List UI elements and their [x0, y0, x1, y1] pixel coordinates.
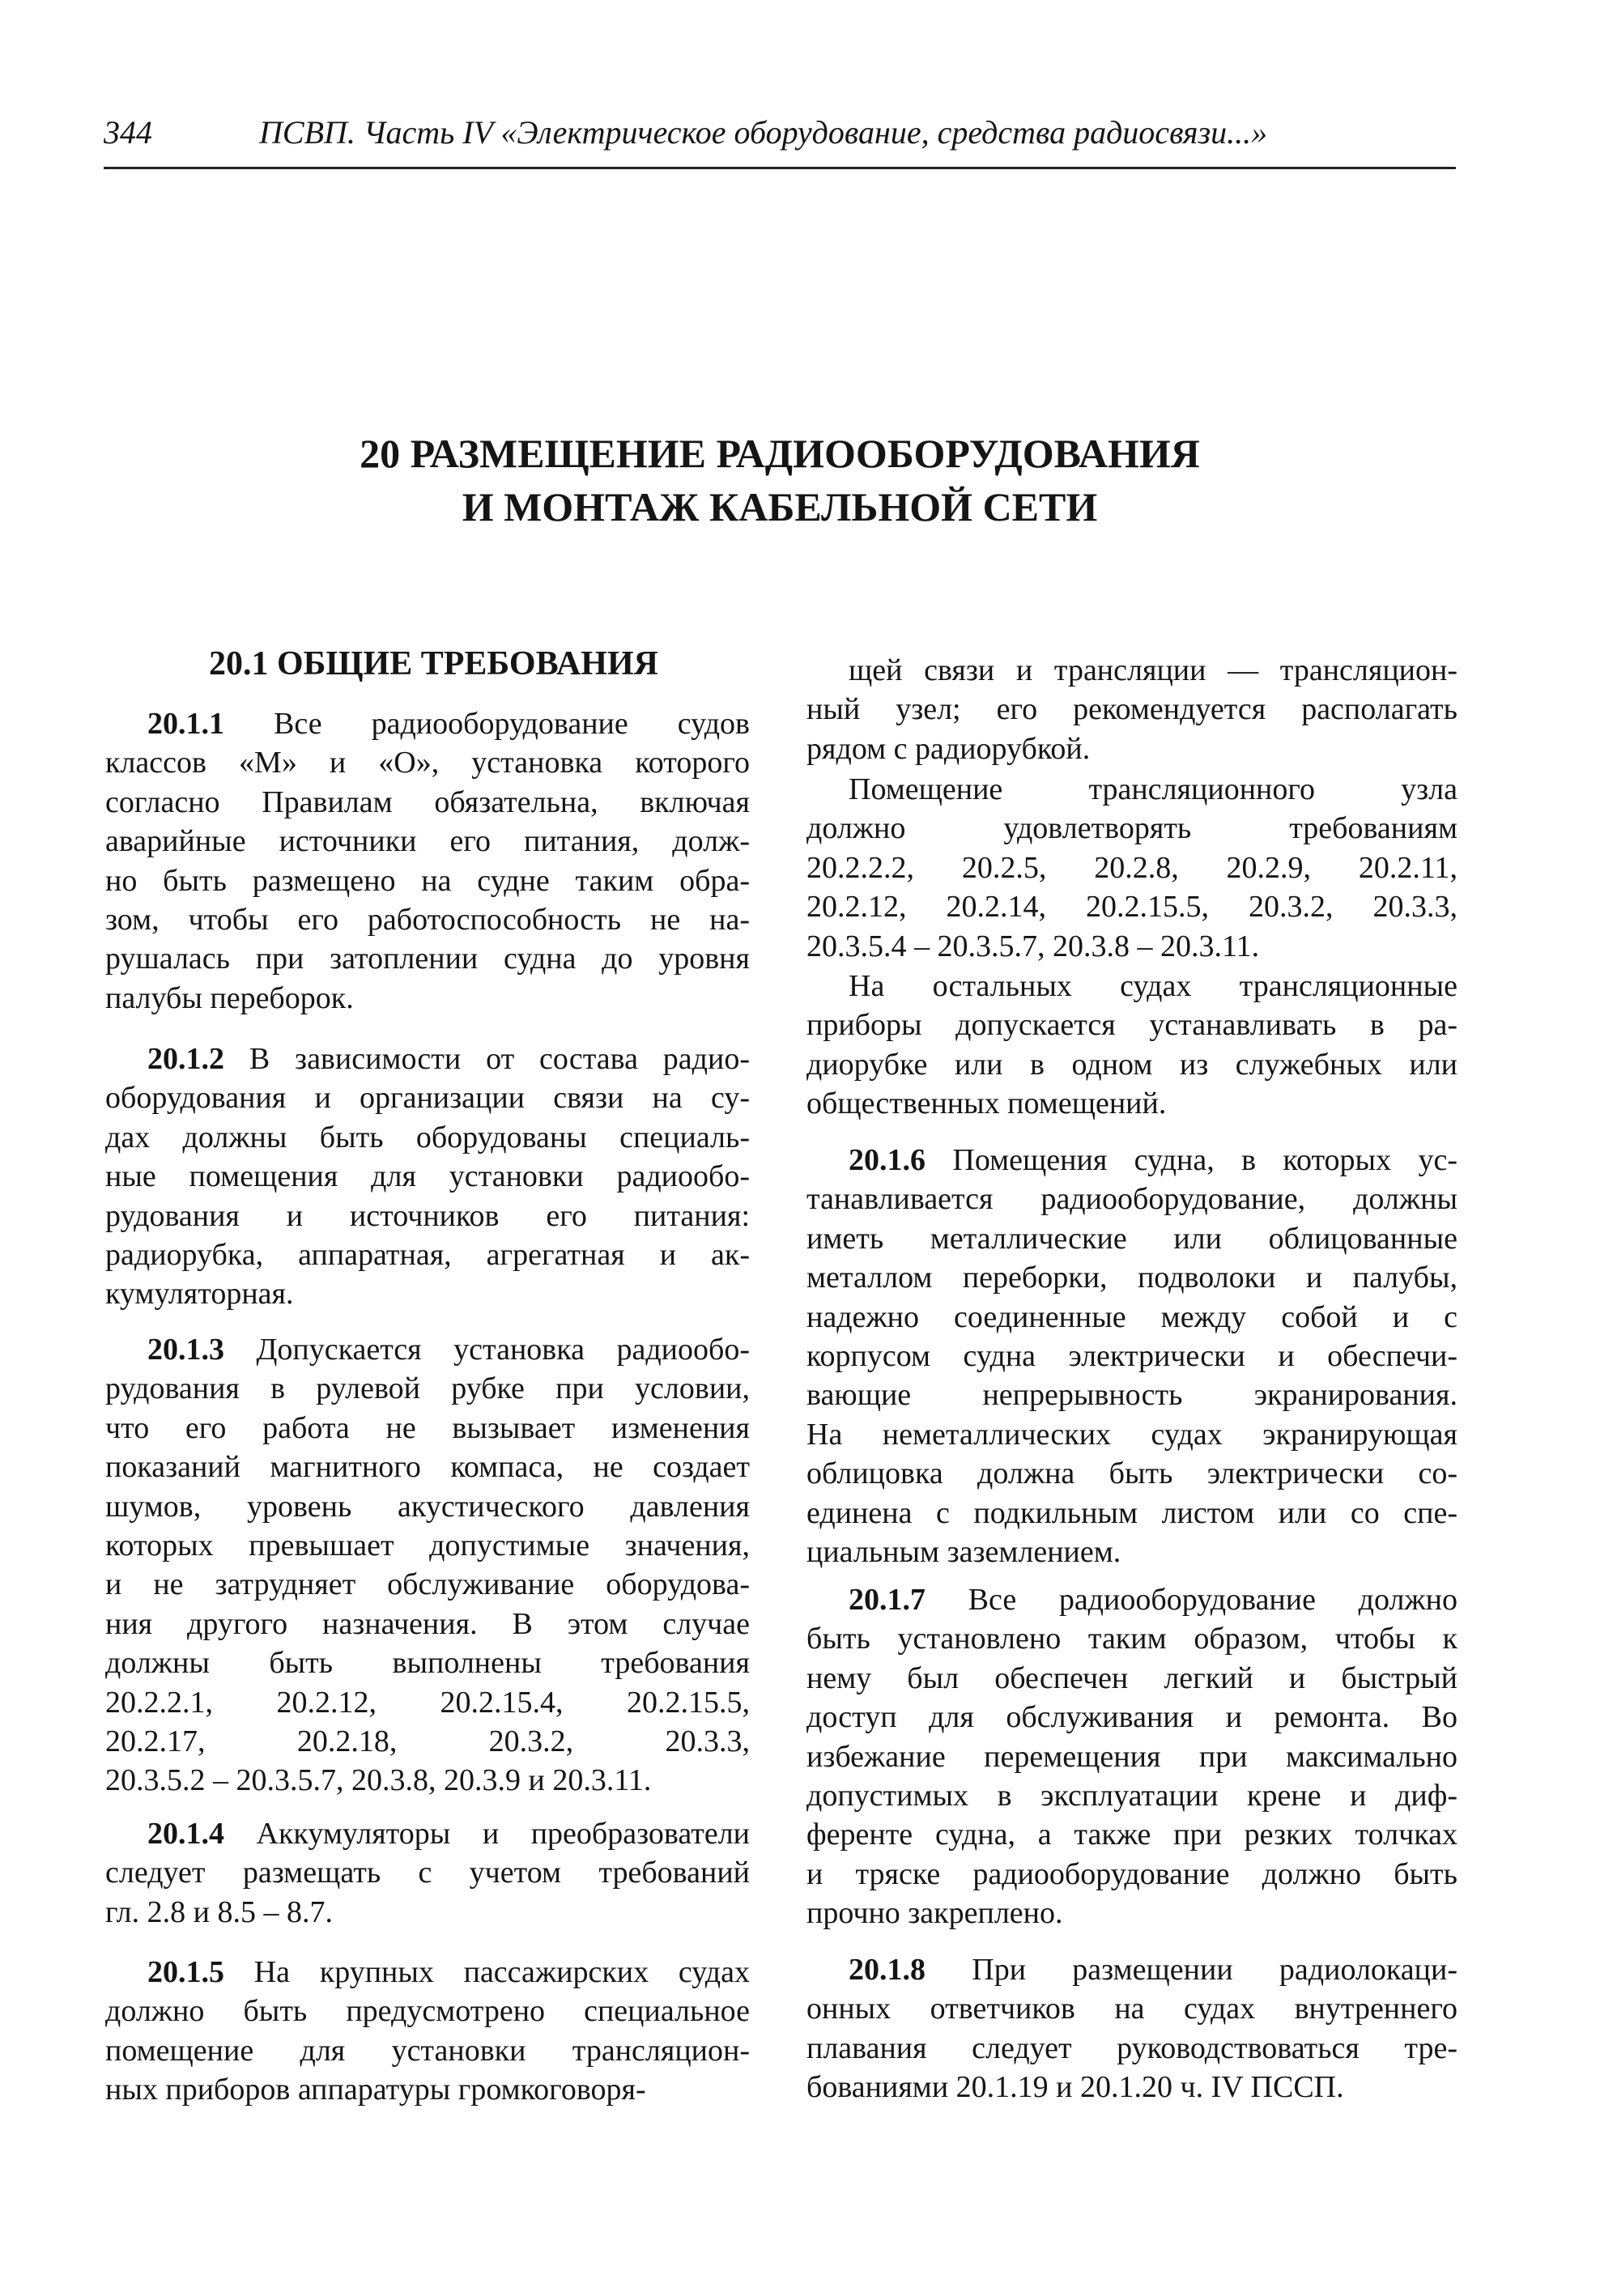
paragraph-line — [806, 729, 1457, 768]
line-text: показаний магнитного компаса, не создает — [105, 1450, 750, 1485]
line-text: должно быть предусмотрено специальное — [105, 1994, 750, 2029]
paragraph-line — [105, 1992, 750, 2030]
line-text: гл. 2.8 и 8.5 – 8.7. — [105, 1894, 333, 1929]
paragraph-line — [105, 1761, 750, 1800]
line-text: корпусом судна электрически и обеспечи- — [806, 1339, 1457, 1373]
line-text: Помещения судна, в которых ус- — [952, 1143, 1457, 1177]
paragraph-line — [806, 1084, 1457, 1123]
line-text: плавания следует руководствоваться тре- — [806, 2030, 1457, 2065]
line-text: При размещении радиолокаци- — [972, 1953, 1457, 1987]
line-text: диорубке или в одном из служебных или — [806, 1047, 1457, 1082]
paragraph-line — [105, 1643, 750, 1682]
paragraph-line — [806, 1337, 1457, 1375]
clause-number: 20.1.6 — [849, 1143, 926, 1177]
line-text: кумуляторная. — [105, 1277, 294, 1312]
paragraph-line — [806, 809, 1457, 848]
line-text: оборудования и организации связи на су- — [105, 1081, 750, 1116]
line-text: 20.2.2.2, 20.2.5, 20.2.8, 20.2.9, 20.2.11, — [806, 850, 1457, 885]
paragraph-line — [105, 783, 750, 822]
line-text: радиорубка, аппаратная, агрегатная и ак- — [105, 1238, 750, 1272]
line-text: Допускается установка радиообо- — [256, 1333, 750, 1367]
paragraph-line — [105, 1683, 750, 1722]
paragraph-line — [105, 1235, 750, 1274]
paragraph-line — [806, 1415, 1457, 1454]
line-text: но быть размещено на судне таким обра- — [105, 863, 750, 898]
paragraph-line — [806, 848, 1457, 887]
paragraph-line — [105, 939, 750, 978]
clause-number: 20.1.3 — [147, 1333, 224, 1367]
line-text: палубы переборок. — [105, 980, 354, 1015]
line-text: На неметаллических судах экранирующая — [806, 1417, 1457, 1452]
paragraph-line — [806, 2029, 1457, 2068]
paragraph-line — [849, 1580, 1457, 1619]
paragraph-line — [806, 1776, 1457, 1815]
paragraph-line — [849, 1141, 1457, 1180]
paragraph-line — [806, 1180, 1457, 1218]
paragraph-line — [105, 861, 750, 900]
line-text: металлом переборки, подволоки и палубы, — [806, 1261, 1457, 1295]
line-text: онных ответчиков на судах внутреннего — [806, 1992, 1457, 2026]
line-text: рудования и источников его питания: — [105, 1198, 750, 1233]
paragraph-line — [105, 1448, 750, 1486]
paragraph-line — [105, 1526, 750, 1565]
line-text: классов «М» и «О», установка которого — [105, 746, 750, 780]
paragraph-line — [105, 743, 750, 782]
clause-number: 20.1.1 — [147, 707, 224, 741]
line-text: рядом с радиорубкой. — [806, 731, 1091, 766]
paragraph-line — [806, 2068, 1457, 2107]
line-text: общественных помещений. — [806, 1086, 1167, 1121]
paragraph-line — [105, 1893, 750, 1932]
line-text: иметь металлические или облицованные — [806, 1221, 1457, 1256]
chapter-title-line-2: И МОНТАЖ КАБЕЛЬНОЙ СЕТИ — [462, 484, 1098, 529]
line-text: аварийные источники его питания, долж- — [105, 824, 750, 859]
paragraph-line — [105, 822, 750, 861]
paragraph-line — [849, 1950, 1457, 1989]
paragraph-line — [849, 967, 1457, 1006]
chapter-title-line-1: 20 РАЗМЕЩЕНИЕ РАДИООБОРУДОВАНИЯ — [360, 431, 1200, 476]
line-text: что его работа не вызывает изменения — [105, 1410, 750, 1445]
line-text: и тряске радиооборудование должно быть — [806, 1856, 1457, 1891]
paragraph-line — [806, 1298, 1457, 1337]
line-text: щей связи и трансляции — трансляцион- — [849, 653, 1457, 687]
line-text: На остальных судах трансляционные — [849, 969, 1457, 1003]
paragraph-line — [806, 1533, 1457, 1571]
line-text: ный узел; его рекомендуется располагать — [806, 692, 1457, 727]
paragraph-line — [105, 1157, 750, 1196]
paragraph-line — [806, 1494, 1457, 1533]
line-text: доступ для обслуживания и ремонта. Во — [806, 1700, 1457, 1735]
line-text: согласно Правилам обязательна, включая — [105, 784, 750, 819]
paragraph-line — [147, 704, 750, 743]
line-text: облицовка должна быть электрически со- — [806, 1456, 1457, 1491]
paragraph-line — [806, 1659, 1457, 1698]
paragraph-line — [105, 2070, 750, 2109]
line-text: вающие непрерывность экранирования. — [806, 1378, 1457, 1413]
line-text: рудования в рулевой рубке при условии, — [105, 1371, 750, 1406]
paragraph-line — [806, 1698, 1457, 1737]
paragraph-line — [105, 1409, 750, 1448]
line-text: шумов, уровень акустического давления — [105, 1489, 750, 1524]
paragraph-line — [806, 1045, 1457, 1084]
line-text: которых превышает допустимые значения, — [105, 1529, 750, 1563]
section-heading: 20.1 ОБЩИЕ ТРЕБОВАНИЯ — [209, 645, 658, 682]
clause-number: 20.1.5 — [147, 1955, 224, 1989]
paragraph-line — [105, 1487, 750, 1526]
line-text: Все радиооборудование должно — [968, 1583, 1457, 1617]
line-text: должно удовлетворять требованиям — [806, 811, 1457, 846]
line-text: На крупных пассажирских судах — [253, 1955, 750, 1989]
line-text: ния другого назначения. В этом случае — [105, 1606, 750, 1641]
paragraph-line — [806, 1815, 1457, 1854]
paragraph-line — [849, 651, 1457, 690]
line-text: ные помещения для установки радиообо- — [105, 1159, 750, 1194]
paragraph-line — [806, 1989, 1457, 2028]
paragraph-line — [147, 1953, 750, 1992]
paragraph-line — [806, 1219, 1457, 1258]
paragraph-line — [806, 1737, 1457, 1776]
line-text: бованиями 20.1.19 и 20.1.20 ч. IV ПССП. — [806, 2070, 1344, 2105]
line-text: нему был обеспечен легкий и быстрый — [806, 1660, 1457, 1695]
paragraph-line — [806, 1619, 1457, 1658]
line-text: быть установлено таким образом, чтобы к — [806, 1622, 1457, 1656]
paragraph-line — [806, 887, 1457, 926]
clause-number: 20.1.2 — [147, 1042, 224, 1076]
running-title: ПСВП. Часть IV «Электрическое оборудование, средства радиосвязи...» — [259, 114, 1268, 151]
paragraph-line — [105, 1274, 750, 1313]
line-text: зом, чтобы его работоспособность не на- — [105, 903, 750, 937]
paragraph-line — [806, 1006, 1457, 1044]
line-text: Аккумуляторы и преобразователи — [256, 1817, 750, 1851]
paragraph-line — [806, 1454, 1457, 1493]
clause-number: 20.1.8 — [849, 1953, 926, 1987]
line-text: 20.2.17, 20.2.18, 20.3.2, 20.3.3, — [105, 1724, 750, 1758]
line-text: единена с подкильным листом или со спе- — [806, 1495, 1457, 1530]
paragraph-line — [105, 900, 750, 939]
line-text: ных приборов аппаратуры громкоговоря- — [105, 2073, 646, 2107]
line-text: прочно закреплено. — [806, 1896, 1063, 1931]
paragraph-line — [849, 770, 1457, 809]
line-text: следует размещать с учетом требований — [105, 1856, 750, 1890]
paragraph-line — [806, 1855, 1457, 1894]
line-text: должны быть выполнены требования — [105, 1646, 750, 1681]
page-number: 344 — [104, 114, 152, 151]
paragraph-line — [105, 1722, 750, 1761]
paragraph-line — [105, 1853, 750, 1892]
line-text: Помещение трансляционного узла — [849, 772, 1457, 806]
paragraph-line — [147, 1814, 750, 1853]
paragraph-line — [105, 1605, 750, 1643]
clause-number: 20.1.7 — [849, 1583, 926, 1617]
line-text: ференте судна, а также при резких толчках — [806, 1818, 1457, 1852]
line-text: В зависимости от состава радио- — [249, 1042, 750, 1076]
paragraph-line — [105, 1565, 750, 1604]
line-text: танавливается радиооборудование, должны — [806, 1182, 1457, 1217]
line-text: избежание перемещения при максимально — [806, 1739, 1457, 1774]
paragraph-line — [105, 1197, 750, 1235]
line-text: надежно соединенные между собой и с — [806, 1299, 1457, 1334]
paragraph-line — [147, 1330, 750, 1369]
paragraph-line — [105, 1078, 750, 1117]
line-text: 20.2.12, 20.2.14, 20.2.15.5, 20.3.2, 20.3.3, — [806, 890, 1457, 925]
paragraph-line — [105, 1118, 750, 1157]
line-text: помещение для установки трансляцион- — [105, 2033, 750, 2068]
line-text: 20.2.2.1, 20.2.12, 20.2.15.4, 20.2.15.5, — [105, 1685, 750, 1720]
paragraph-line — [147, 1040, 750, 1078]
line-text: 20.3.5.2 – 20.3.5.7, 20.3.8, 20.3.9 и 20.3.11. — [105, 1763, 652, 1798]
paragraph-line — [806, 690, 1457, 729]
line-text: Все радиооборудование судов — [274, 707, 750, 741]
paragraph-line — [105, 1369, 750, 1408]
line-text: рушалась при затоплении судна до уровня — [105, 942, 750, 976]
line-text: 20.3.5.4 – 20.3.5.7, 20.3.8 – 20.3.11. — [806, 929, 1260, 963]
line-text: допустимых в эксплуатации крене и диф- — [806, 1779, 1457, 1813]
line-text: дах должны быть оборудованы специаль- — [105, 1120, 750, 1154]
paragraph-line — [105, 2031, 750, 2070]
line-text: и не затрудняет обслуживание оборудова- — [105, 1567, 750, 1602]
line-text: приборы допускается устанавливать в ра- — [806, 1008, 1457, 1043]
running-header — [104, 113, 1456, 169]
paragraph-line — [105, 979, 750, 1018]
paragraph-line — [806, 1894, 1457, 1932]
paragraph-line — [806, 1375, 1457, 1414]
paragraph-line — [806, 927, 1457, 966]
line-text: циальным заземлением. — [806, 1535, 1121, 1569]
clause-number: 20.1.4 — [147, 1817, 224, 1851]
paragraph-line — [806, 1258, 1457, 1297]
